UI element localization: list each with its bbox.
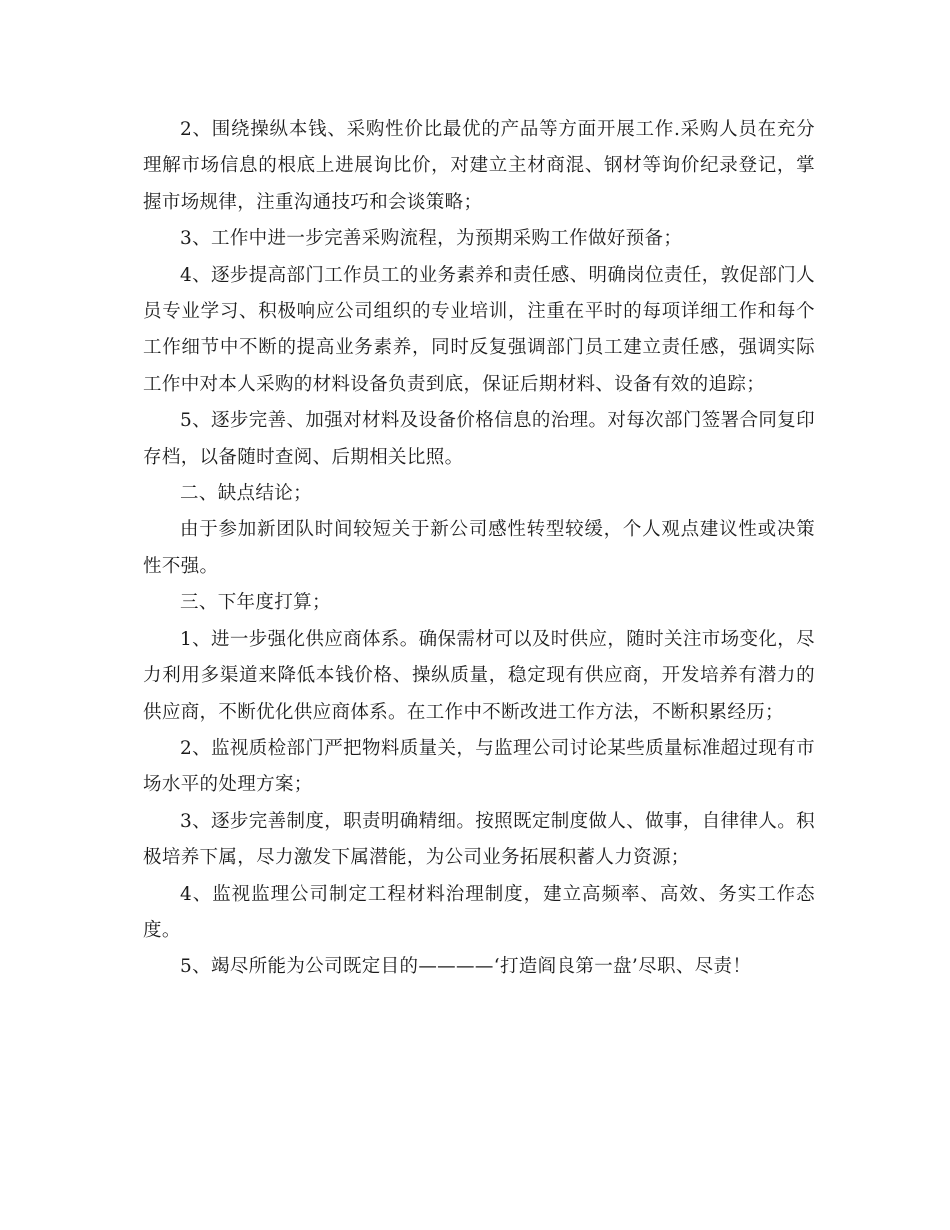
- paragraph-material-management: 4、监视监理公司制定工程材料治理制度，建立高频率、高效、务实工作态度。: [143, 883, 815, 941]
- paragraph-system-improvement: 3、逐步完善制度，职责明确精细。按照既定制度做人、做事，自律律人。积极培养下属，尽力激发下属潜能，为公司业务拓展积蓄人力资源；: [143, 810, 815, 869]
- paragraph-company-goal: 5、竭尽所能为公司既定目的————‘打造阎良第一盘’尽职、尽责！: [180, 956, 752, 978]
- section-heading-shortcomings: 二、缺点结论；: [180, 483, 312, 505]
- paragraph-price-info-management: 5、逐步完善、加强对材料及设备价格信息的治理。对每次部门签署合同复印存档，以备随时查阅、后期相关比照。: [143, 410, 815, 468]
- paragraph-quality-inspection: 2、监视质检部门严把物料质量关，与监理公司讨论某些质量标准超过现有市场水平的处理方案；: [143, 737, 815, 796]
- paragraph-shortcomings: 由于参加新团队时间较短关于新公司感性转型较缓，个人观点建议性或决策性不强。: [143, 519, 815, 577]
- document-body: [143, 112, 815, 986]
- paragraph-supplier-system: 1、进一步强化供应商体系。确保需材可以及时供应，随时关注市场变化，尽力利用多渠道来降低本钱价格、操纵质量，稳定现有供应商，开发培养有潜力的供应商，不断优化供应商体系。在工作中不断改进工作方法，不断积累经历；: [143, 628, 815, 723]
- paragraph-purchasing-cost-control: 2、围绕操纵本钱、采购性价比最优的产品等方面开展工作.采购人员在充分理解市场信息的根底上进展询比价，对建立主材商混、钢材等询价纪录登记，掌握市场规律，注重沟通技巧和会谈策略；: [143, 119, 815, 213]
- paragraph-purchasing-process: 3、工作中进一步完善采购流程，为预期采购工作做好预备；: [180, 228, 683, 250]
- paragraph-staff-quality: 4、逐步提高部门工作员工的业务素养和责任感、明确岗位责任，敦促部门人员专业学习、积极响应公司组织的专业培训，注重在平时的每项详细工作和每个工作细节中不断的提高业务素养，同时反复强调部门员工建立责任感，强调实际工作中对本人采购的材料设备负责到底，保证后期材料、设备有效的追踪；: [143, 264, 815, 395]
- section-heading-next-year-plan: 三、下年度打算；: [180, 592, 331, 614]
